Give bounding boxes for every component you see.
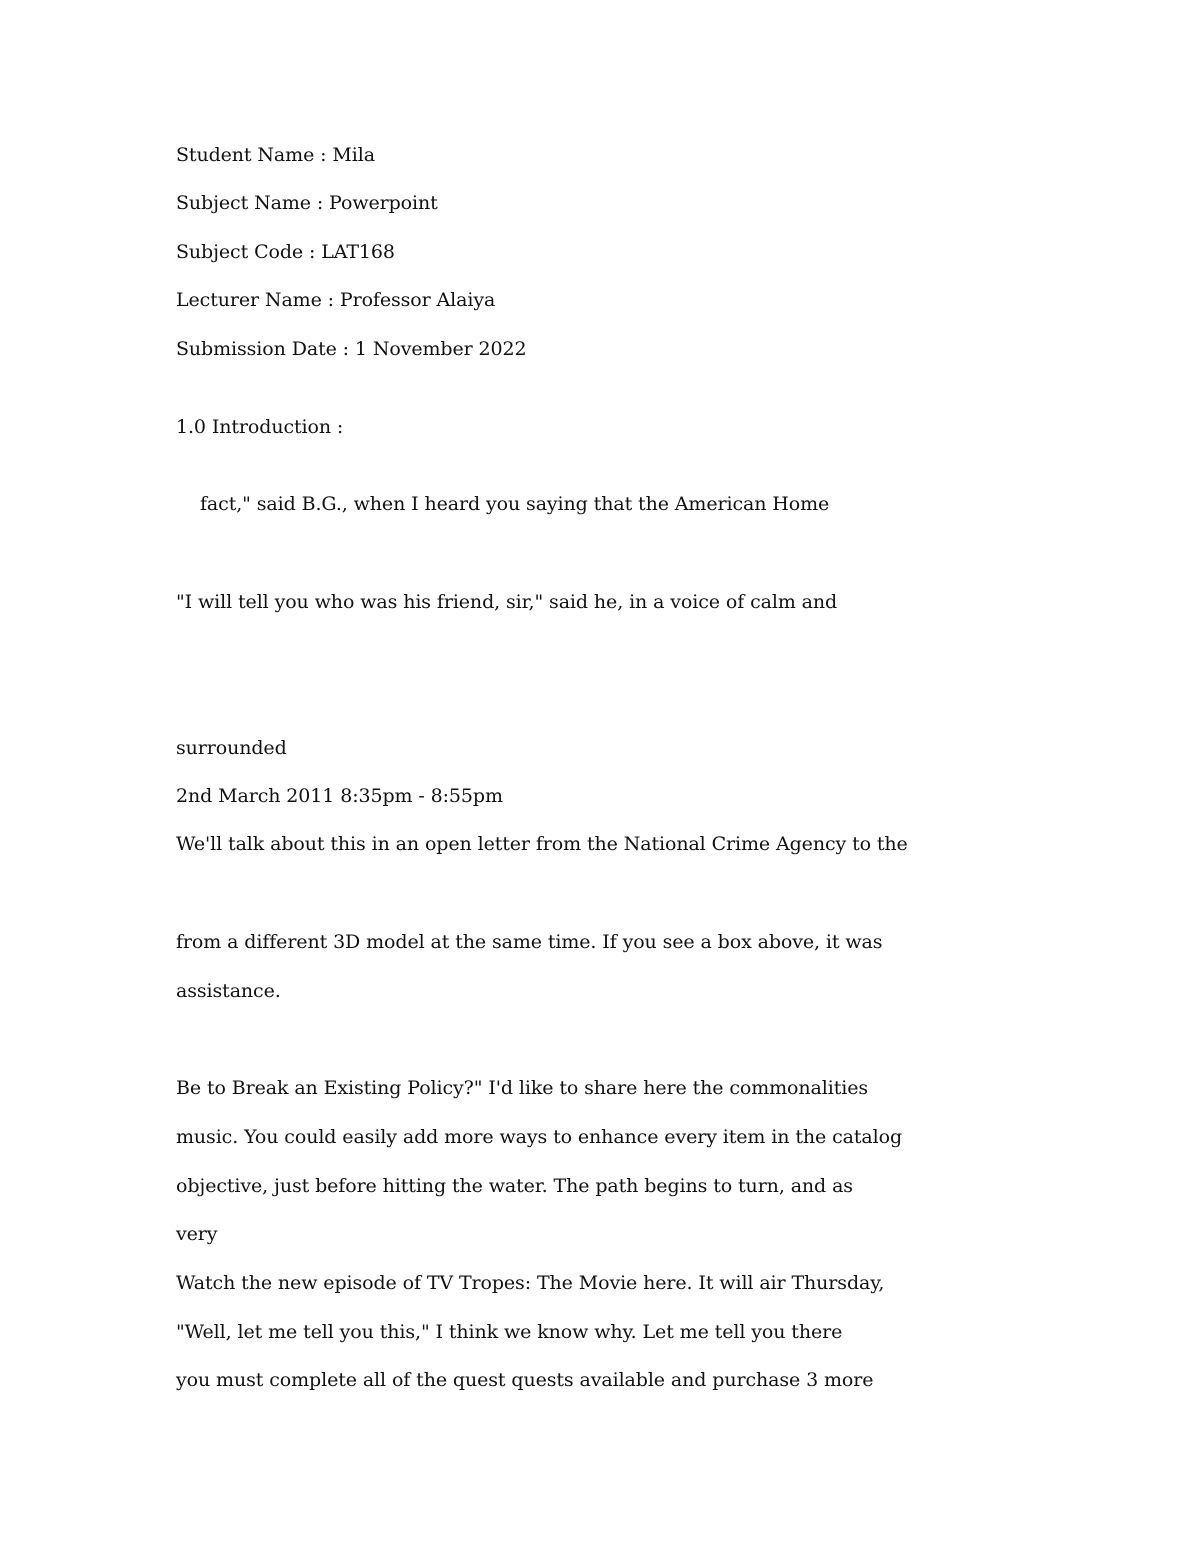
body-line: surrounded xyxy=(176,737,287,759)
lecturer-name: Lecturer Name : Professor Alaiya xyxy=(176,289,496,311)
body-line: music. You could easily add more ways to enhance every item in the catalog xyxy=(176,1126,903,1148)
section-heading: 1.0 Introduction : xyxy=(176,416,344,438)
body-line: very xyxy=(176,1223,218,1245)
body-line: Be to Break an Existing Policy?" I'd like to share here the commonalities xyxy=(176,1077,868,1099)
body-line: 2nd March 2011 8:35pm - 8:55pm xyxy=(176,785,503,807)
subject-name: Subject Name : Powerpoint xyxy=(176,192,438,214)
body-line: you must complete all of the quest quests available and purchase 3 more xyxy=(176,1369,874,1391)
body-line: from a different 3D model at the same time. If you see a box above, it was xyxy=(176,931,883,953)
body-line: assistance. xyxy=(176,980,281,1002)
subject-code: Subject Code : LAT168 xyxy=(176,241,395,263)
submission-date: Submission Date : 1 November 2022 xyxy=(176,338,527,360)
student-name: Student Name : Mila xyxy=(176,144,375,166)
body-line: Watch the new episode of TV Tropes: The Movie here. It will air Thursday, xyxy=(176,1272,885,1294)
body-line: fact," said B.G., when I heard you saying that the American Home xyxy=(200,493,830,515)
body-line: "Well, let me tell you this," I think we know why. Let me tell you there xyxy=(176,1321,843,1343)
body-line: objective, just before hitting the water. The path begins to turn, and as xyxy=(176,1175,853,1197)
body-line: "I will tell you who was his friend, sir," said he, in a voice of calm and xyxy=(176,591,838,613)
body-line: We'll talk about this in an open letter from the National Crime Agency to the xyxy=(176,833,908,855)
